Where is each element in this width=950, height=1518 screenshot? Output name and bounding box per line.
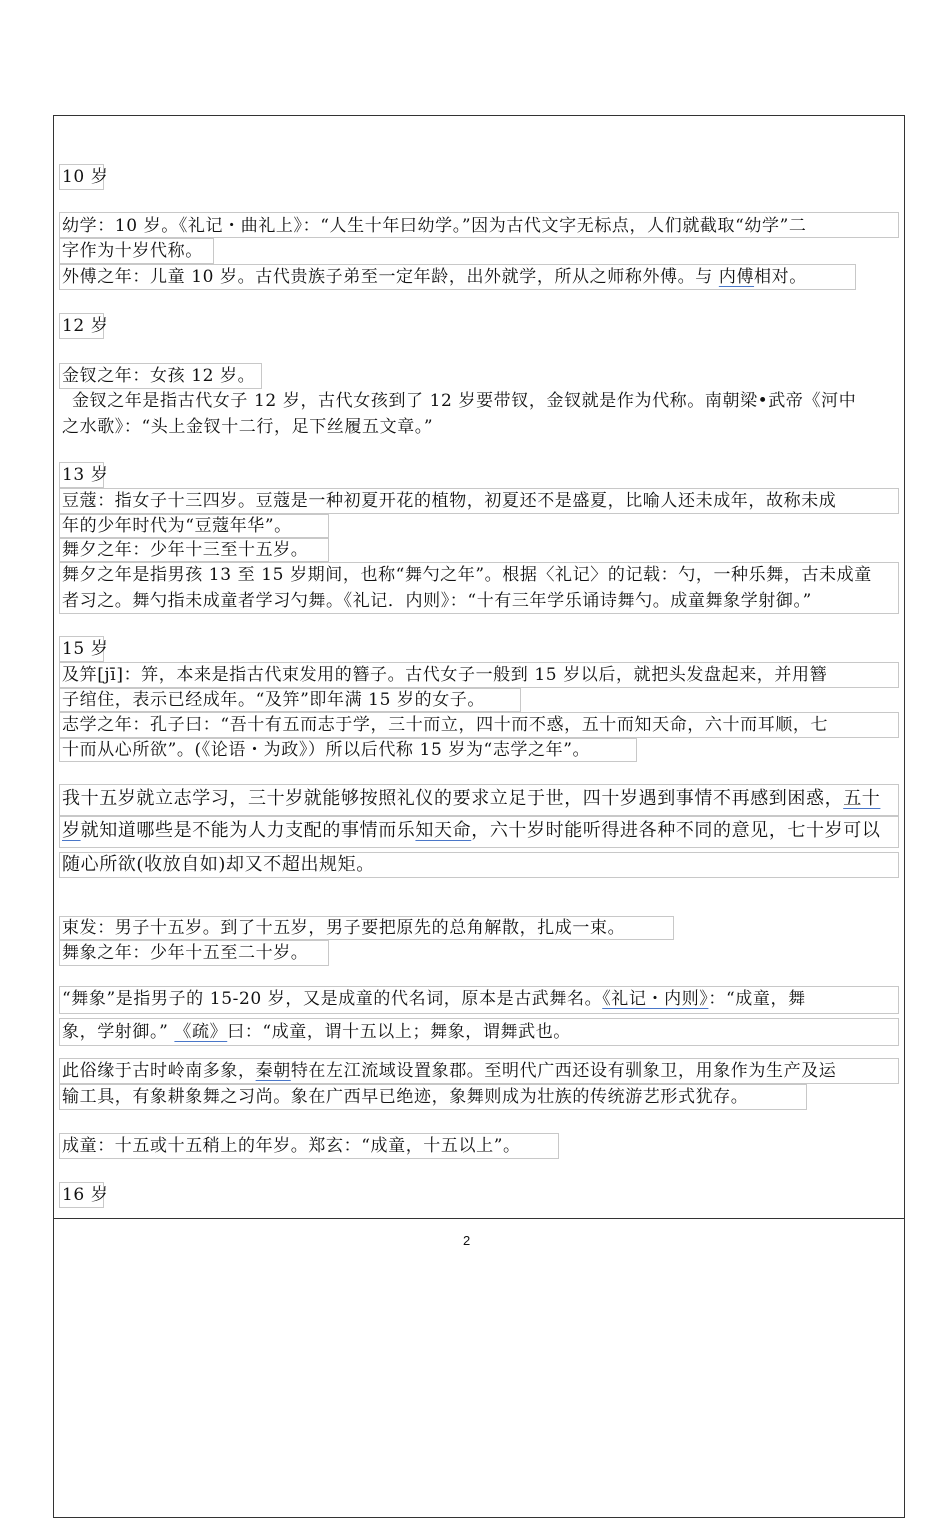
link-qinchao[interactable]: 秦朝 bbox=[255, 1061, 291, 1081]
link-neifu[interactable]: 内傅 bbox=[718, 267, 755, 287]
para-jinchai-line1: 金钗之年是指古代女子 12 岁，古代女孩到了 12 岁要带钗，金钗就是作为代称。南朝梁•武帝《河中 bbox=[72, 391, 857, 411]
para-wuxi-title: 舞夕之年：少年十三至十五岁。 bbox=[62, 540, 309, 560]
para-zhixue-line2: 十而从心所欲”。(《论语・为政》）所以后代称 15 岁为“志学之年”。 bbox=[62, 740, 591, 760]
heading-15: 15 岁 bbox=[62, 639, 109, 659]
heading-12: 12 岁 bbox=[62, 316, 109, 336]
para-waifu bbox=[62, 265, 807, 289]
para-wuxiang-line2 bbox=[62, 1020, 571, 1044]
para-waifu-end: 相对。 bbox=[754, 267, 807, 287]
para-explain-text2: 就知道哪些是不能为人力支配的事情而乐 bbox=[80, 820, 416, 841]
heading-13: 13 岁 bbox=[62, 465, 109, 485]
para-jinchai-title: 金钗之年：女孩 12 岁。 bbox=[62, 366, 256, 386]
para-explain-text3: ，六十岁时能听得进各种不同的意见，七十岁可以 bbox=[471, 820, 881, 841]
link-shu[interactable]: 《疏》 bbox=[174, 1022, 228, 1042]
para-xiang-text2: 特在左江流域设置象郡。至明代广西还设有驯象卫，用象作为生产及运 bbox=[290, 1061, 837, 1081]
link-zhitianming[interactable]: 知天命 bbox=[415, 820, 472, 841]
para-doukou-line2: 年的少年时代为“豆蔻年华”。 bbox=[62, 516, 292, 536]
para-xiang-text1: 此俗缘于古时岭南多象， bbox=[62, 1061, 256, 1081]
para-waifu-text: 外傅之年：儿童 10 岁。古代贵族子弟至一定年龄，出外就学，所从之师称外傅。与 bbox=[62, 267, 719, 287]
para-chengtong: 成童：十五或十五稍上的年岁。郑玄：“成童，十五以上”。 bbox=[62, 1136, 521, 1156]
para-explain-line2 bbox=[62, 819, 880, 843]
para-jiji-line1: 及笄[jī]：笄，本来是指古代束发用的簪子。古代女子一般到 15 岁以后，就把头发盘起来，并用簪 bbox=[62, 665, 828, 685]
para-xiang-line1 bbox=[62, 1059, 836, 1083]
para-wuxiang-title: 舞象之年：少年十五至二十岁。 bbox=[62, 943, 309, 963]
link-liji-neize[interactable]: 《礼记・内则》 bbox=[602, 989, 709, 1009]
para-shufa: 束发：男子十五岁。到了十五岁，男子要把原先的总角解散，扎成一束。 bbox=[62, 918, 626, 938]
para-jiji-line2: 子绾住，表示已经成年。“及笄”即年满 15 岁的女子。 bbox=[62, 690, 486, 710]
page-number: 2 bbox=[463, 1233, 471, 1248]
para-explain-text1: 我十五岁就立志学习，三十岁就能够按照礼仪的要求立足于世，四十岁遇到事情不再感到困惑， bbox=[62, 788, 844, 809]
para-wuxiang-text1: “舞象”是指男子的 15-20 岁，又是成童的代名词，原本是古武舞名。 bbox=[62, 989, 603, 1009]
para-wuxiang-text4: 曰：“成童，谓十五以上；舞象，谓舞武也。 bbox=[227, 1022, 571, 1042]
para-wuxiang-text3: 象，学射御。” bbox=[62, 1022, 175, 1042]
para-wuxi-line2: 者习之。舞勺指未成童者学习勺舞。《礼记．内则》：“十有三年学乐诵诗舞勺。成童舞象学射御。” bbox=[62, 591, 812, 611]
para-zhixue-line1: 志学之年：孔子曰：“吾十有五而志于学，三十而立，四十而不惑，五十而知天命，六十而耳顺，七 bbox=[62, 715, 829, 735]
para-wuxi-line1: 舞夕之年是指男孩 13 至 15 岁期间，也称“舞勺之年”。根据〈礼记〉的记载：勺，一种乐舞，古未成童 bbox=[62, 565, 872, 585]
para-youxue-line1: 幼学：10 岁。《礼记・曲礼上》：“人生十年曰幼学。”因为古代文字无标点，人们就截取“幼学”二 bbox=[62, 216, 807, 236]
heading-10: 10 岁 bbox=[62, 167, 109, 187]
para-youxue-line2: 字作为十岁代称。 bbox=[62, 241, 203, 261]
para-wuxiang-text2: ：“成童，舞 bbox=[708, 989, 806, 1009]
para-xiang-line2: 输工具，有象耕象舞之习尚。象在广西早已绝迹，象舞则成为壮族的传统游艺形式犹存。 bbox=[62, 1087, 749, 1107]
para-explain-line3: 随心所欲(收放自如)却又不超出规矩。 bbox=[62, 854, 375, 875]
para-explain-line1 bbox=[62, 787, 880, 811]
link-sui[interactable]: 岁 bbox=[62, 820, 81, 841]
link-wushi[interactable]: 五十 bbox=[843, 788, 881, 809]
para-wuxiang-line1 bbox=[62, 987, 806, 1011]
heading-16: 16 岁 bbox=[62, 1185, 109, 1205]
para-doukou-line1: 豆蔻：指女子十三四岁。豆蔻是一种初夏开花的植物，初夏还不是盛夏，比喻人还未成年，故称未成 bbox=[62, 491, 837, 511]
para-jinchai-line2: 之水歌》：“头上金钗十二行，足下丝履五文章。” bbox=[62, 417, 434, 437]
